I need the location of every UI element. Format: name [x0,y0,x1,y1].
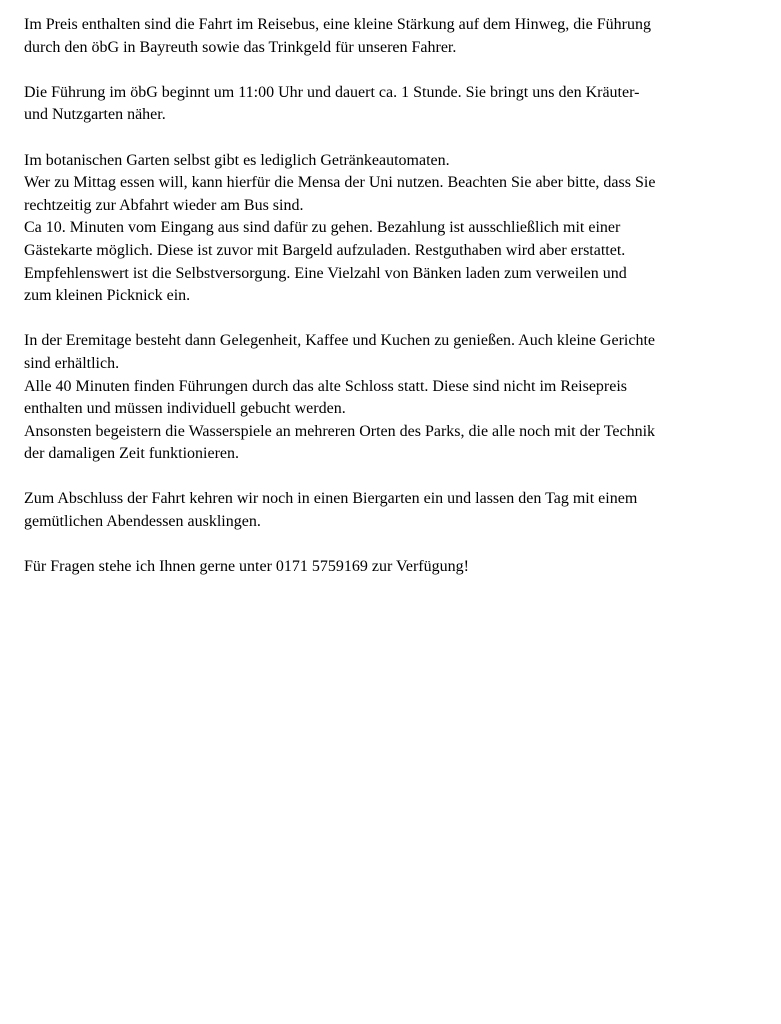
text-line: Die Führung im öbG beginnt um 11:00 Uhr und dauert ca. 1 Stunde. Sie bringt uns den Kräuter- [24,83,640,101]
text-line: und Nutzgarten näher. [24,106,166,124]
paragraph-lunch-info [24,150,760,308]
paragraph-price-inclusions [24,14,760,59]
text-line: durch den öbG in Bayreuth sowie das Trinkgeld für unseren Fahrer. [24,38,457,56]
text-line: Zum Abschluss der Fahrt kehren wir noch in einen Biergarten ein und lassen den Tag mit einem [24,490,638,508]
text-line: In der Eremitage besteht dann Gelegenheit, Kaffee und Kuchen zu genießen. Auch kleine Gerichte [24,332,655,350]
document-body [24,14,760,601]
paragraph-closing-dinner [24,488,760,533]
text-line: zum kleinen Picknick ein. [24,287,191,305]
text-line: Ca 10. Minuten vom Eingang aus sind dafür zu gehen. Bezahlung ist ausschließlich mit einer [24,219,621,237]
text-line: gemütlichen Abendessen ausklingen. [24,513,261,531]
text-line: enthalten und müssen individuell gebucht werden. [24,400,346,418]
text-line: Für Fragen stehe ich Ihnen gerne unter 0171 5759169 zur Verfügung! [24,558,469,576]
text-line: Im Preis enthalten sind die Fahrt im Reisebus, eine kleine Stärkung auf dem Hinweg, die Führung [24,16,651,33]
text-line: rechtzeitig zur Abfahrt wieder am Bus sind. [24,196,304,214]
text-line: Ansonsten begeistern die Wasserspiele an mehreren Orten des Parks, die alle noch mit der Technik [24,422,656,440]
text-line: Im botanischen Garten selbst gibt es lediglich Getränkeautomaten. [24,151,450,169]
text-line: Gästekarte möglich. Diese ist zuvor mit Bargeld aufzuladen. Restguthaben wird aber erstattet. [24,241,626,259]
paragraph-eremitage-info [24,330,760,466]
text-line: Empfehlenswert ist die Selbstversorgung. Eine Vielzahl von Bänken laden zum verweilen und [24,264,627,282]
paragraph-tour-schedule [24,82,760,127]
text-line: Wer zu Mittag essen will, kann hierfür die Mensa der Uni nutzen. Beachten Sie aber bitte, dass Sie [24,174,656,192]
text-line: Alle 40 Minuten finden Führungen durch das alte Schloss statt. Diese sind nicht im Reisepreis [24,377,628,395]
text-line: sind erhältlich. [24,354,120,372]
paragraph-contact [24,556,760,579]
text-line: der damaligen Zeit funktionieren. [24,445,240,463]
